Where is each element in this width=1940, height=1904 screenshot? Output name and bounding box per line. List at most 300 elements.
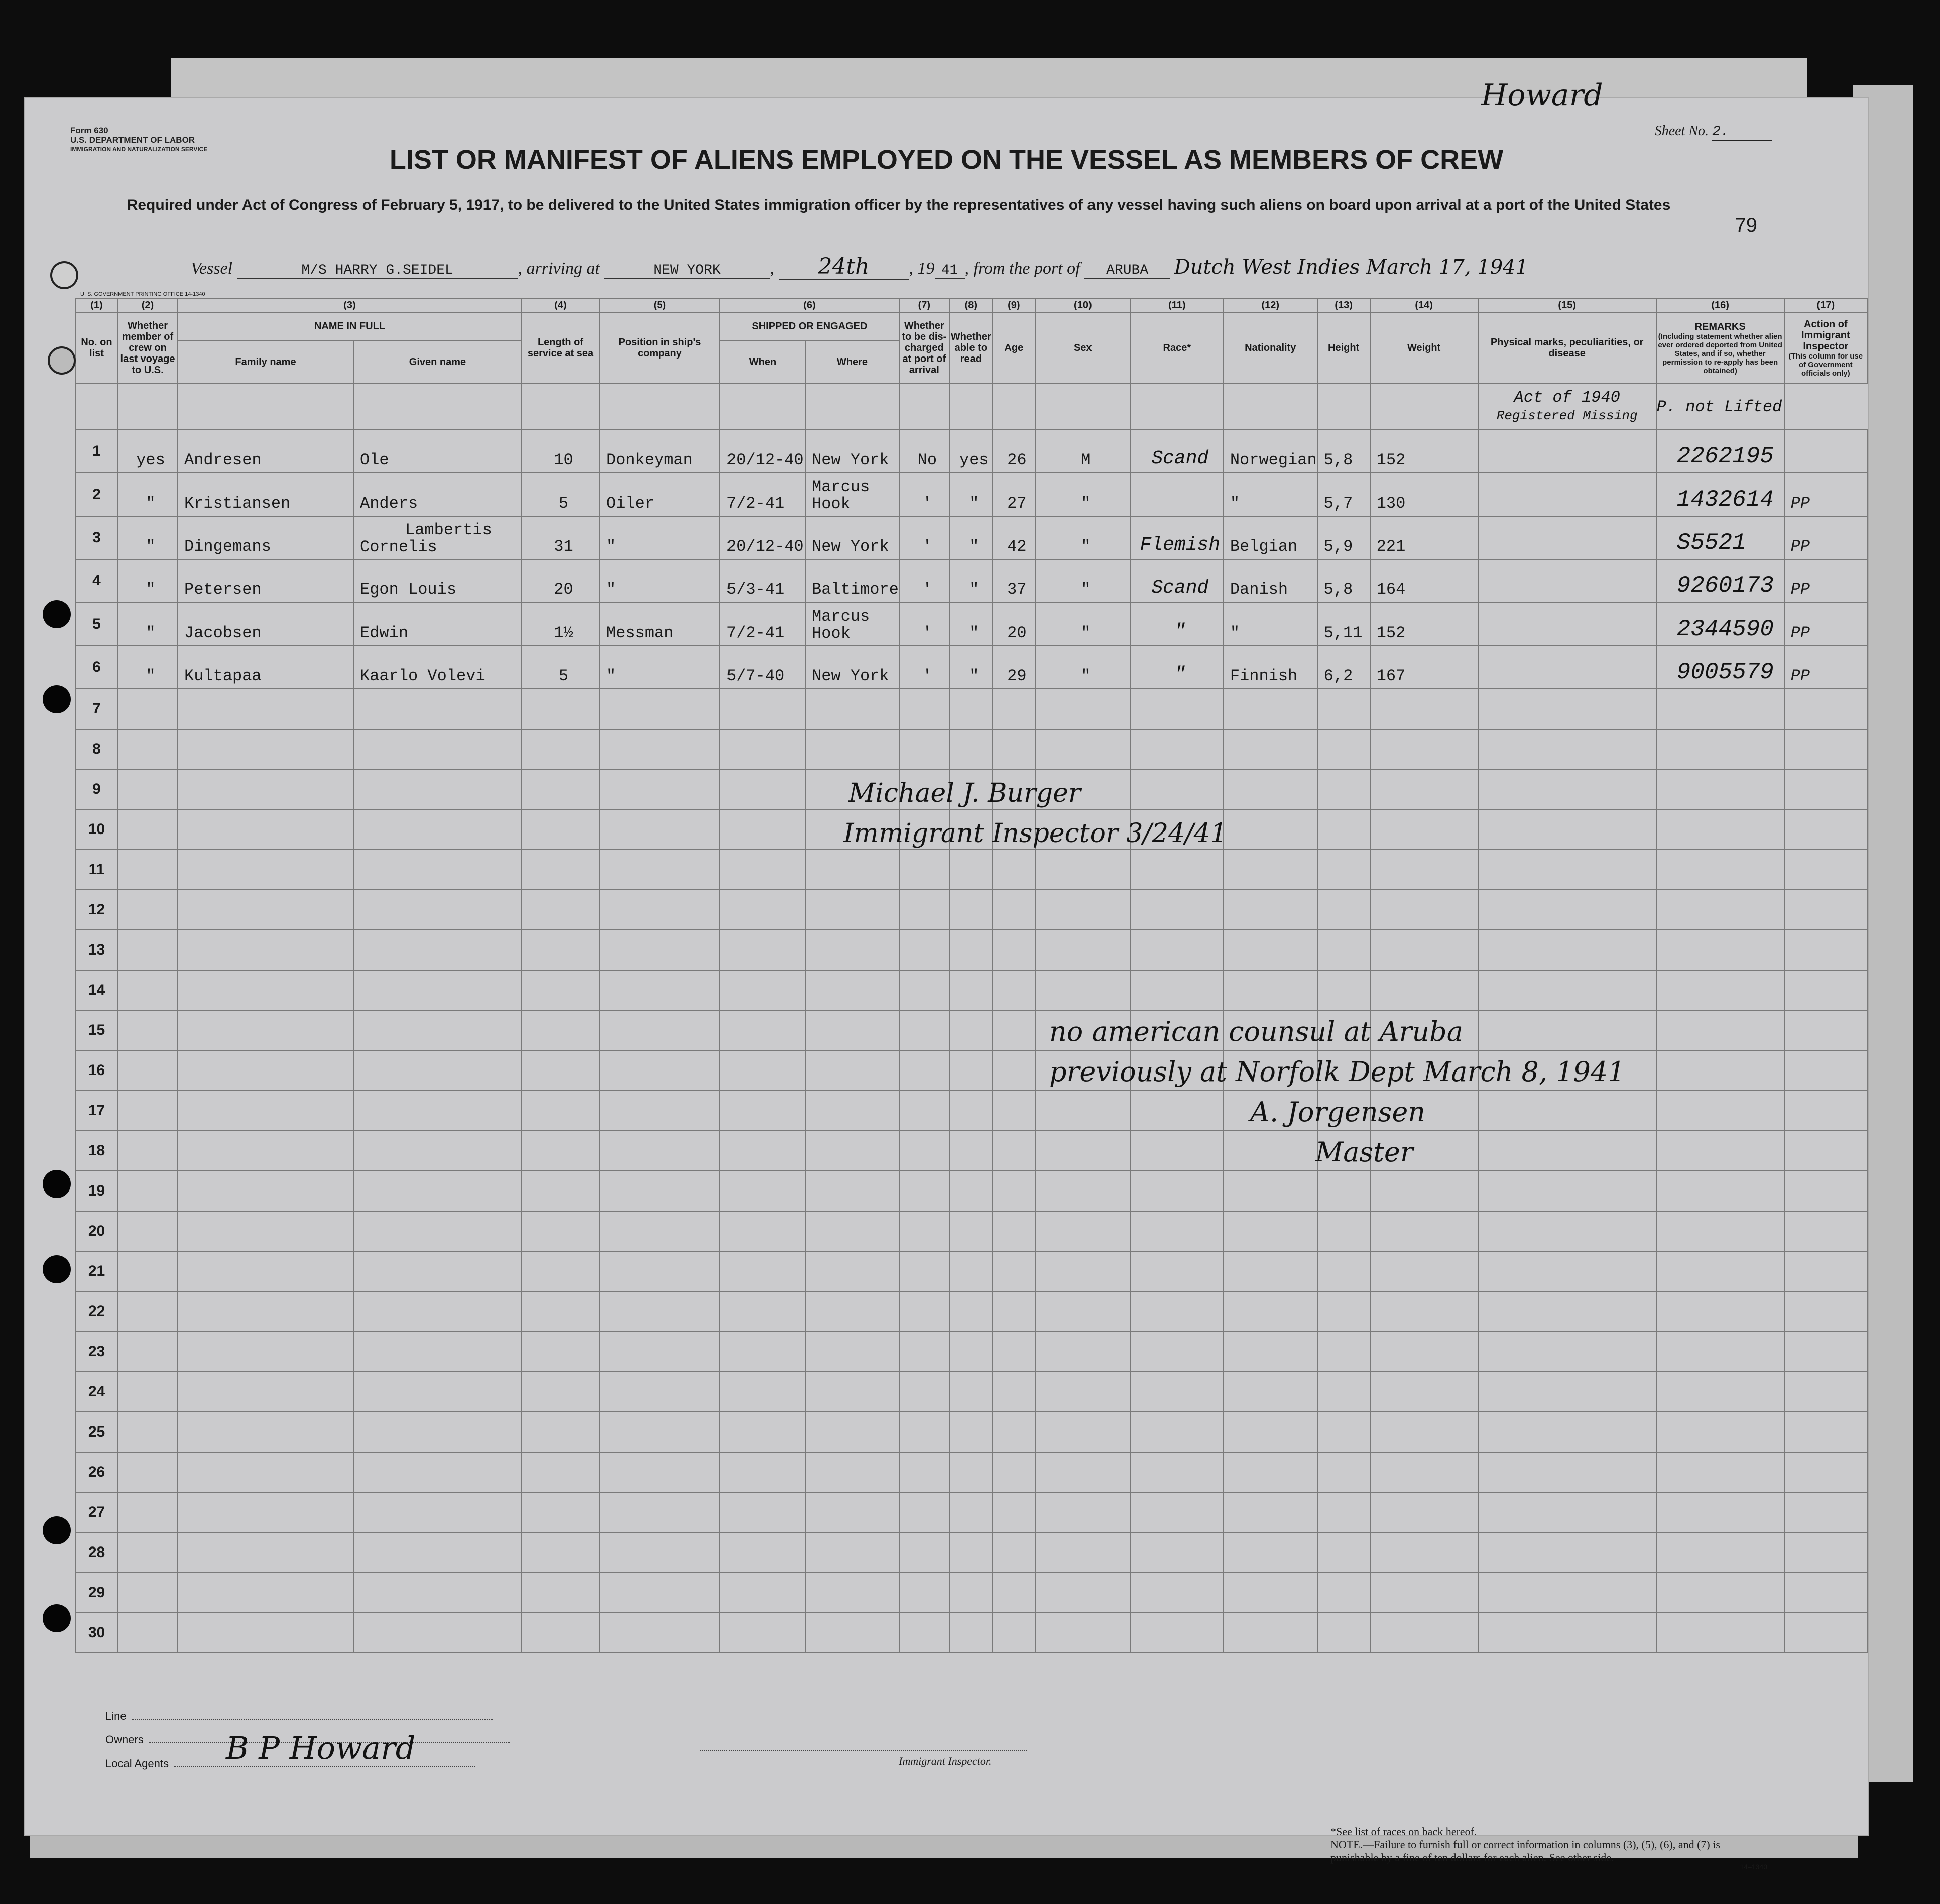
remarks-cell: S5521 xyxy=(1656,516,1784,559)
cell xyxy=(117,1010,178,1050)
cell xyxy=(1370,384,1478,430)
cell xyxy=(1317,1613,1370,1653)
cell xyxy=(993,1412,1035,1452)
empty-row xyxy=(76,1492,1867,1532)
col-num: (14) xyxy=(1370,298,1478,312)
family-name-cell: Andresen xyxy=(178,430,353,473)
col-num: (16) xyxy=(1656,298,1784,312)
cell xyxy=(353,890,522,930)
row-number: 30 xyxy=(76,1613,117,1653)
cell xyxy=(522,1131,599,1171)
cell xyxy=(1478,1573,1656,1613)
footer-line-label: Line xyxy=(105,1710,127,1722)
column-number-row xyxy=(76,298,1867,312)
crew-row xyxy=(76,559,1867,603)
cell xyxy=(1317,1492,1370,1532)
nationality-cell: Belgian xyxy=(1224,516,1317,559)
cell xyxy=(720,1332,805,1372)
crew-row xyxy=(76,430,1867,473)
cell xyxy=(1784,1251,1867,1291)
cell xyxy=(117,1211,178,1251)
cell xyxy=(353,1171,522,1211)
cell xyxy=(899,1492,949,1532)
cell xyxy=(1035,1251,1131,1291)
cell xyxy=(1784,769,1867,809)
vessel-line: Vessel M/S HARRY G.SEIDEL , arriving at NEW YORK , 24th , 19 41 , from the port of ARUBA Dutch West Indies March 17, 1941 xyxy=(191,254,1529,279)
given-name-cell-text: Egon Louis xyxy=(360,580,457,599)
header-discharged: Whether to be dis-charged at port of arrival xyxy=(899,312,949,384)
service-cell: 10 xyxy=(522,430,599,473)
cell xyxy=(1656,1131,1784,1171)
height-cell: 5,11 xyxy=(1317,603,1370,646)
cell xyxy=(720,1091,805,1131)
where-cell xyxy=(805,430,899,473)
col-num: (3) xyxy=(178,298,522,312)
cell xyxy=(353,769,522,809)
cell xyxy=(949,1050,993,1091)
physical-marks-cell xyxy=(1478,603,1656,646)
cell xyxy=(1370,1613,1478,1653)
race-cell: " xyxy=(1131,646,1224,689)
cell xyxy=(599,689,720,729)
cell xyxy=(993,1332,1035,1372)
row-number: 19 xyxy=(76,1171,117,1211)
cell xyxy=(949,890,993,930)
cell xyxy=(1317,384,1370,430)
cell xyxy=(1224,769,1317,809)
cell xyxy=(1131,689,1224,729)
cell xyxy=(1317,769,1370,809)
age-cell: 29 xyxy=(993,646,1035,689)
cell xyxy=(805,890,899,930)
empty-row xyxy=(76,689,1867,729)
col-num: (8) xyxy=(949,298,993,312)
cell xyxy=(993,689,1035,729)
when-cell: 7/2-41 xyxy=(720,473,805,516)
cell xyxy=(805,1050,899,1091)
cell xyxy=(178,1091,353,1131)
cell xyxy=(1370,1332,1478,1372)
cell xyxy=(522,1211,599,1251)
cell xyxy=(599,1291,720,1332)
header-family-name: Family name xyxy=(178,340,353,384)
cell xyxy=(522,769,599,809)
where-cell-upper: Marcus xyxy=(812,607,870,626)
cell xyxy=(1784,930,1867,970)
cell xyxy=(522,1372,599,1412)
cell xyxy=(1784,1171,1867,1211)
row-number: 18 xyxy=(76,1131,117,1171)
year-value: 41 xyxy=(935,263,965,279)
cell xyxy=(599,1211,720,1251)
cell xyxy=(993,1291,1035,1332)
cell xyxy=(1656,729,1784,769)
crew-manifest-table xyxy=(75,298,1868,1653)
cell xyxy=(353,729,522,769)
cell xyxy=(1370,769,1478,809)
cell xyxy=(993,1372,1035,1412)
cell xyxy=(1131,1372,1224,1412)
cell xyxy=(599,930,720,970)
cell xyxy=(117,1131,178,1171)
cell xyxy=(117,1573,178,1613)
cell xyxy=(1656,809,1784,850)
col-num: (13) xyxy=(1317,298,1370,312)
family-name-cell: Kristiansen xyxy=(178,473,353,516)
row-number: 3 xyxy=(76,516,117,559)
cell xyxy=(1478,1332,1656,1372)
cell xyxy=(899,1613,949,1653)
cell xyxy=(1317,809,1370,850)
binder-hole xyxy=(43,1255,71,1283)
cell xyxy=(1656,1613,1784,1653)
arriving-label: , arriving at xyxy=(518,259,600,278)
cell xyxy=(522,809,599,850)
cell xyxy=(720,1050,805,1091)
cell xyxy=(178,689,353,729)
member-cell: " xyxy=(117,559,178,603)
row-number: 26 xyxy=(76,1452,117,1492)
cell xyxy=(720,1010,805,1050)
cell xyxy=(720,930,805,970)
vessel-label: Vessel xyxy=(191,259,233,278)
cell xyxy=(1131,930,1224,970)
service-cell: 31 xyxy=(522,516,599,559)
cell xyxy=(720,689,805,729)
cell xyxy=(1224,1412,1317,1452)
cell xyxy=(117,1613,178,1653)
given-name-cell xyxy=(353,516,522,559)
cell xyxy=(1478,1412,1656,1452)
cell xyxy=(1370,809,1478,850)
cell xyxy=(178,1372,353,1412)
crew-row xyxy=(76,603,1867,646)
cell xyxy=(353,930,522,970)
action-note: (This column for use of Government officials only) xyxy=(1788,351,1863,378)
cell xyxy=(1224,890,1317,930)
cell xyxy=(1478,769,1656,809)
cell xyxy=(805,1211,899,1251)
row-number: 21 xyxy=(76,1251,117,1291)
cell xyxy=(993,1532,1035,1573)
given-name-cell xyxy=(353,559,522,603)
cell xyxy=(1478,1372,1656,1412)
cell xyxy=(178,1291,353,1332)
cell xyxy=(1131,729,1224,769)
cell xyxy=(1224,1251,1317,1291)
discharged-cell: ' xyxy=(899,516,949,559)
header-where: Where xyxy=(805,340,899,384)
remarks-cell: 2262195 xyxy=(1656,430,1784,473)
cell xyxy=(1656,689,1784,729)
cell xyxy=(805,850,899,890)
cell xyxy=(1478,970,1656,1010)
cell xyxy=(720,769,805,809)
cell xyxy=(1317,890,1370,930)
cell xyxy=(1317,1211,1370,1251)
cell xyxy=(1131,1412,1224,1452)
position-cell: Oiler xyxy=(599,473,720,516)
annotation-row xyxy=(76,384,1867,430)
cell xyxy=(1224,1613,1317,1653)
crew-row xyxy=(76,516,1867,559)
action-annotation: P. not Lifted xyxy=(1656,384,1784,430)
remarks-annotation-line: Registered Missing xyxy=(1496,408,1638,423)
cell xyxy=(993,1131,1035,1171)
crew-row xyxy=(76,646,1867,689)
cell xyxy=(1478,1171,1656,1211)
cell xyxy=(1370,970,1478,1010)
empty-row xyxy=(76,1452,1867,1492)
cell xyxy=(1370,1211,1478,1251)
cell xyxy=(720,729,805,769)
gpo-line: U. S. GOVERNMENT PRINTING OFFICE 14-1340 xyxy=(80,291,205,297)
when-cell: 20/12-40 xyxy=(720,430,805,473)
cell xyxy=(899,930,949,970)
where-cell xyxy=(805,473,899,516)
cell xyxy=(599,1492,720,1532)
cell xyxy=(949,1532,993,1573)
empty-row xyxy=(76,1532,1867,1573)
cell xyxy=(599,729,720,769)
cell xyxy=(899,1372,949,1412)
age-cell: 20 xyxy=(993,603,1035,646)
age-cell: 26 xyxy=(993,430,1035,473)
member-cell: " xyxy=(117,603,178,646)
cell xyxy=(1317,1251,1370,1291)
crew-row xyxy=(76,473,1867,516)
header-no-on-list: No. on list xyxy=(76,312,117,384)
read-cell: " xyxy=(949,473,993,516)
header-able-to-read: Whether able to read xyxy=(949,312,993,384)
cell xyxy=(899,1251,949,1291)
cell xyxy=(353,970,522,1010)
empty-row xyxy=(76,1332,1867,1372)
cell xyxy=(522,1532,599,1573)
cell xyxy=(117,1291,178,1332)
year-prefix: 19 xyxy=(917,259,935,278)
cell xyxy=(805,384,899,430)
cell xyxy=(353,1573,522,1613)
row-number: 17 xyxy=(76,1091,117,1131)
cell xyxy=(117,384,178,430)
cell xyxy=(993,384,1035,430)
manifest-sheet xyxy=(25,78,1868,1871)
row-number: 28 xyxy=(76,1532,117,1573)
cell xyxy=(1131,1291,1224,1332)
row-number: 23 xyxy=(76,1332,117,1372)
cell xyxy=(1131,1492,1224,1532)
cell xyxy=(522,729,599,769)
cell xyxy=(1224,809,1317,850)
where-cell xyxy=(805,603,899,646)
master-note xyxy=(1049,1012,1625,1172)
col-num: (12) xyxy=(1224,298,1317,312)
cell xyxy=(1131,970,1224,1010)
position-cell: " xyxy=(599,559,720,603)
action-cell xyxy=(1784,430,1867,473)
cell xyxy=(1656,1091,1784,1131)
cell xyxy=(899,1532,949,1573)
cell xyxy=(178,1412,353,1452)
empty-row xyxy=(76,1412,1867,1452)
cell xyxy=(720,1452,805,1492)
when-cell: 20/12-40 xyxy=(720,516,805,559)
cell xyxy=(117,1171,178,1211)
cell xyxy=(1317,850,1370,890)
cell xyxy=(949,384,993,430)
row-number: 15 xyxy=(76,1010,117,1050)
discharged-cell: No xyxy=(899,430,949,473)
inspector-title: Immigrant Inspector 3/24/41 xyxy=(843,818,1227,849)
cell xyxy=(1784,1010,1867,1050)
age-cell: 37 xyxy=(993,559,1035,603)
sheet-number-label: Sheet No. xyxy=(1654,123,1709,139)
cell xyxy=(720,1492,805,1532)
cell xyxy=(599,1412,720,1452)
binder-hole xyxy=(43,685,71,713)
cell xyxy=(805,1171,899,1211)
master-title: Master xyxy=(1315,1136,1413,1168)
row-number: 20 xyxy=(76,1211,117,1251)
cell xyxy=(1131,1211,1224,1251)
cell xyxy=(1656,1532,1784,1573)
cell xyxy=(1131,384,1224,430)
cell xyxy=(353,809,522,850)
from-port-label: , from the port of xyxy=(964,259,1080,278)
read-cell: " xyxy=(949,559,993,603)
cell xyxy=(117,1452,178,1492)
cell xyxy=(993,1171,1035,1211)
header-age: Age xyxy=(993,312,1035,384)
cell xyxy=(599,809,720,850)
binder-hole xyxy=(50,261,78,289)
top-handwriting: Howard xyxy=(1481,78,1603,113)
cell xyxy=(1784,1332,1867,1372)
cell xyxy=(599,1372,720,1412)
race-cell: Scand xyxy=(1131,559,1224,603)
sex-cell: " xyxy=(1035,603,1131,646)
cell xyxy=(1784,1291,1867,1332)
cell xyxy=(117,930,178,970)
row-number: 4 xyxy=(76,559,117,603)
cell xyxy=(1478,1251,1656,1291)
page-number: 79 xyxy=(1735,214,1757,236)
cell xyxy=(805,1372,899,1412)
cell xyxy=(117,1091,178,1131)
cell xyxy=(949,729,993,769)
col-num: (5) xyxy=(599,298,720,312)
col-num: (11) xyxy=(1131,298,1224,312)
cell xyxy=(1131,1332,1224,1372)
document-title: LIST OR MANIFEST OF ALIENS EMPLOYED ON THE VESSEL AS MEMBERS OF CREW xyxy=(389,145,1504,175)
cell xyxy=(805,1532,899,1573)
col-num: (10) xyxy=(1035,298,1131,312)
cell xyxy=(1784,1492,1867,1532)
given-name-cell xyxy=(353,430,522,473)
cell xyxy=(949,1251,993,1291)
footer-agents-label: Local Agents xyxy=(105,1757,169,1770)
cell xyxy=(1224,1573,1317,1613)
cell xyxy=(1478,930,1656,970)
empty-row xyxy=(76,1171,1867,1211)
cell xyxy=(899,850,949,890)
cell xyxy=(1370,1492,1478,1532)
family-name-cell: Petersen xyxy=(178,559,353,603)
cell xyxy=(1370,1573,1478,1613)
service: IMMIGRATION AND NATURALIZATION SERVICE xyxy=(70,146,208,153)
physical-marks-cell xyxy=(1478,430,1656,473)
cell xyxy=(1784,1532,1867,1573)
cell xyxy=(949,1010,993,1050)
cell xyxy=(1035,1452,1131,1492)
cell xyxy=(949,970,993,1010)
cell xyxy=(178,729,353,769)
cell xyxy=(1224,384,1317,430)
cell xyxy=(1317,1332,1370,1372)
cell xyxy=(1478,1492,1656,1532)
cell xyxy=(805,1452,899,1492)
cell xyxy=(117,1251,178,1291)
position-cell: Messman xyxy=(599,603,720,646)
nationality-cell: Danish xyxy=(1224,559,1317,603)
cell xyxy=(805,930,899,970)
cell xyxy=(353,1452,522,1492)
cell xyxy=(178,850,353,890)
cell xyxy=(1317,729,1370,769)
cell xyxy=(1656,1452,1784,1492)
remarks-cell: 1432614 xyxy=(1656,473,1784,516)
cell xyxy=(599,970,720,1010)
cell xyxy=(178,1332,353,1372)
position-cell: " xyxy=(599,516,720,559)
cell xyxy=(720,1251,805,1291)
cell xyxy=(1035,850,1131,890)
action-cell: PP xyxy=(1784,603,1867,646)
cell xyxy=(1656,1372,1784,1412)
cell xyxy=(1317,1372,1370,1412)
cell xyxy=(1131,1251,1224,1291)
header-position: Position in ship's company xyxy=(599,312,720,384)
cell xyxy=(599,769,720,809)
cell xyxy=(1784,729,1867,769)
cell xyxy=(1035,1171,1131,1211)
row-number: 10 xyxy=(76,809,117,850)
cell xyxy=(1370,850,1478,890)
cell xyxy=(1317,1171,1370,1211)
cell xyxy=(178,1211,353,1251)
cell xyxy=(899,1131,949,1171)
cell xyxy=(1656,1573,1784,1613)
cell xyxy=(993,1050,1035,1091)
cell xyxy=(720,1291,805,1332)
cell xyxy=(117,1412,178,1452)
where-cell xyxy=(805,559,899,603)
cell xyxy=(949,1372,993,1412)
cell xyxy=(599,1091,720,1131)
cell xyxy=(1784,1091,1867,1131)
cell xyxy=(599,850,720,890)
col-num: (7) xyxy=(899,298,949,312)
cell xyxy=(1784,1372,1867,1412)
physical-marks-cell xyxy=(1478,516,1656,559)
row-number: 14 xyxy=(76,970,117,1010)
remarks-note: (Including statement whether alien ever ordered deported from United States, and if so, whether permission to re-apply has been obtained) xyxy=(1658,332,1782,375)
remarks-annotation xyxy=(1478,384,1656,430)
cell xyxy=(117,769,178,809)
cell xyxy=(949,1131,993,1171)
cell xyxy=(949,1573,993,1613)
